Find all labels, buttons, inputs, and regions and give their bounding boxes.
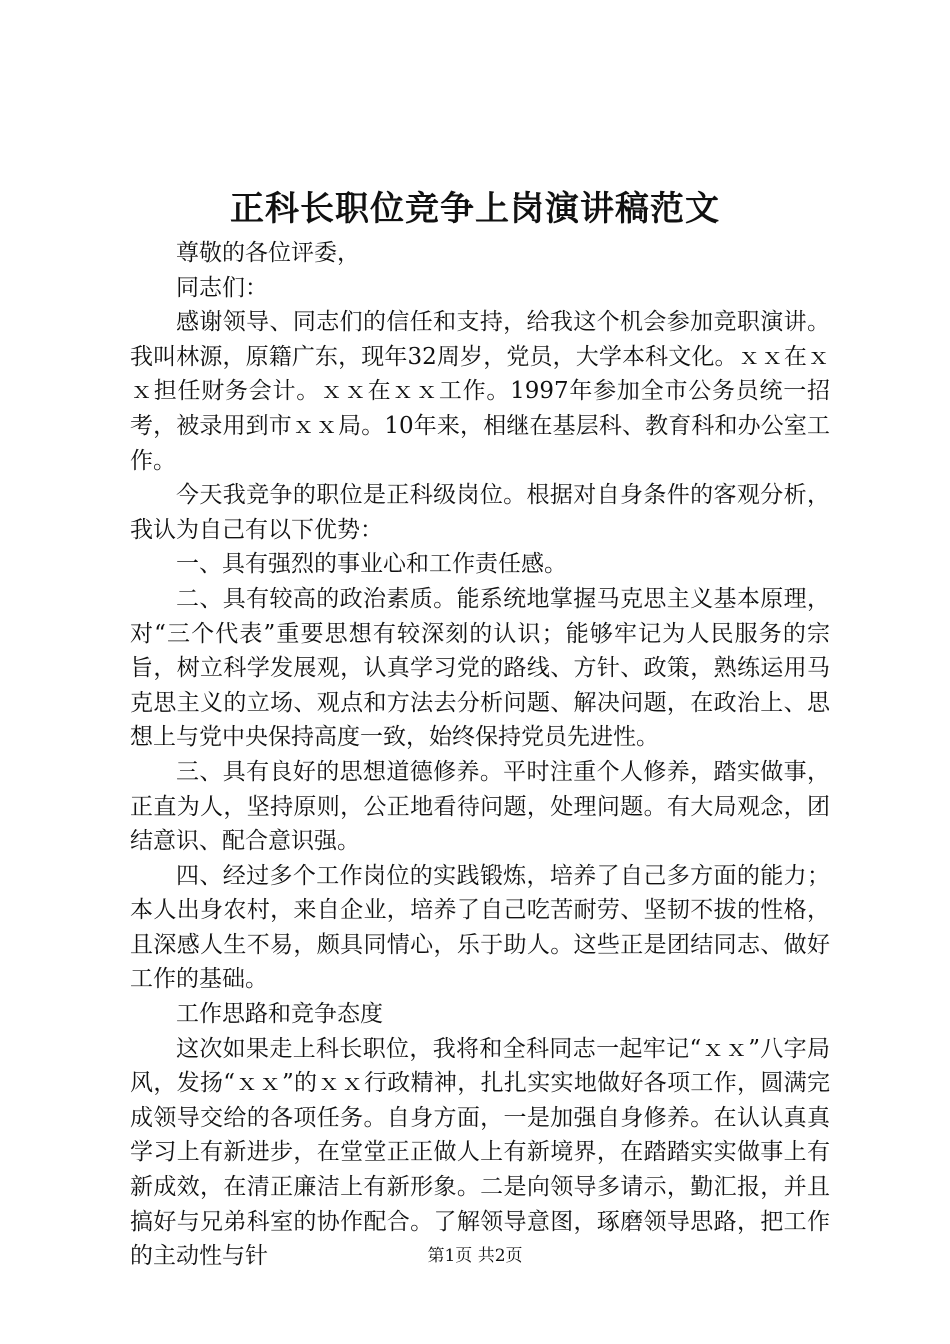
document-title: 正科长职位竞争上岗演讲稿范文 — [230, 189, 720, 229]
section-heading-work-approach: 工作思路和竞争态度 — [176, 1001, 383, 1028]
paragraph-introduction: 感谢领导、同志们的信任和支持，给我这个机会参加竞职演讲。我叫林源，原籍广东，现年32周岁，党员，大学本科文化。ｘｘ在ｘｘ担任财务会计。ｘｘ在ｘｘ工作。1997年参加全市公务员统一招考，被录用到市ｘｘ局。10年来，相继在基层科、教育科和办公室工作。 — [130, 309, 830, 474]
paragraph-strength-2: 二、具有较高的政治素质。能系统地掌握马克思主义基本原理，对“三个代表”重要思想有较深刻的认识；能够牢记为人民服务的宗旨，树立科学发展观，认真学习党的路线、方针、政策，熟练运用马克思主义的立场、观点和方法去分析问题、解决问题，在政治上、思想上与党中央保持高度一致，始终保持党员先进性。 — [130, 585, 830, 751]
salutation-judges: 尊敬的各位评委， — [176, 240, 360, 266]
paragraph-strength-3: 三、具有良好的思想道德修养。平时注重个人修养，踏实做事，正直为人，坚持原则，公正地看待问题，处理问题。有大局观念，团结意识、配合意识强。 — [130, 758, 830, 855]
document-body — [130, 236, 830, 1274]
page-number-footer: 第1页 共2页 — [427, 1246, 523, 1266]
paragraph-position: 今天我竞争的职位是正科级岗位。根据对自身条件的客观分析，我认为自己有以下优势： — [130, 482, 830, 543]
salutation-comrades: 同志们： — [176, 274, 268, 301]
paragraph-strength-4: 四、经过多个工作岗位的实践锻炼，培养了自己多方面的能力；本人出身农村，来自企业，培养了自己吃苦耐劳、坚韧不拔的性格，且深感人生不易，颇具同情心，乐于助人。这些正是团结同志、做好工作的基础。 — [130, 862, 830, 993]
paragraph-work-plan: 这次如果走上科长职位，我将和全科同志一起牢记“ｘｘ”八字局风，发扬“ｘｘ”的ｘｘ行政精神，扎扎实实地做好各项工作，圆满完成领导交给的各项任务。自身方面，一是加强自身修养。在认认真真学习上有新进步，在堂堂正正做人上有新境界，在踏踏实实做事上有新成效，在清正廉洁上有新形象。二是向领导多请示，勤汇报，并且搞好与兄弟科室的协作配合。了解领导意图，琢磨领导思路，把工作的主动性与针 — [130, 1035, 830, 1270]
paragraph-strength-1: 一、具有强烈的事业心和工作责任感。 — [176, 551, 567, 578]
